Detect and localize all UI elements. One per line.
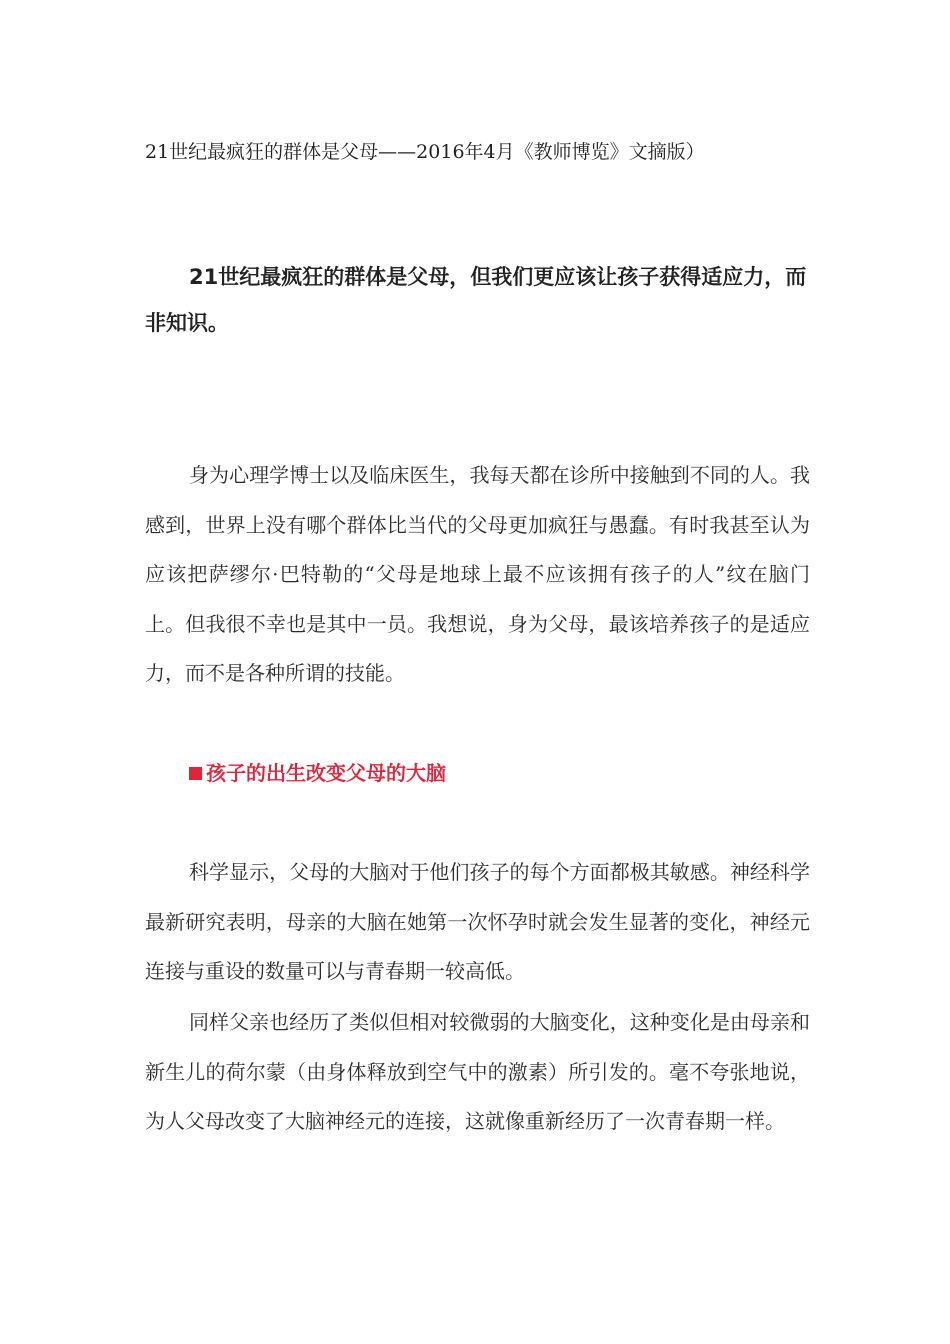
article-headline <box>145 254 810 346</box>
document-title: 21世纪最疯狂的群体是父母——2016年4月《教师博览》文摘版） <box>145 141 705 163</box>
article-headline-text: 21世纪最疯狂的群体是父母，但我们更应该让孩子获得适应力，而非知识。 <box>145 265 807 335</box>
square-bullet-icon <box>189 767 202 780</box>
paragraph-father: 同样父亲也经历了类似但相对较微弱的大脑变化，这种变化是由母亲和新生儿的荷尔蒙（由身体释放到空气中的激素）所引发的。毫不夸张地说，为人父母改变了大脑神经元的连接，这就像重新经历了一次青春期一样。 <box>145 1010 810 1133</box>
section-heading <box>189 756 446 790</box>
paragraph-science: 科学显示，父母的大脑对于他们孩子的每个方面都极其敏感。神经科学最新研究表明，母亲的大脑在她第一次怀孕时就会发生显著的变化，神经元连接与重设的数量可以与青春期一较高低。 <box>145 860 810 983</box>
section-heading-text: 孩子的出生改变父母的大脑 <box>206 761 446 785</box>
paragraph-intro: 身为心理学博士以及临床医生，我每天都在诊所中接触到不同的人。我感到，世界上没有哪个群体比当代的父母更加疯狂与愚蠢。有时我甚至认为应该把萨缪尔·巴特勒的“父母是地球上最不应该拥有孩子的人”纹在脑门上。但我很不幸也是其中一员。我想说，身为父母，最该培养孩子的是适应力，而不是各种所谓的技能。 <box>145 463 810 685</box>
